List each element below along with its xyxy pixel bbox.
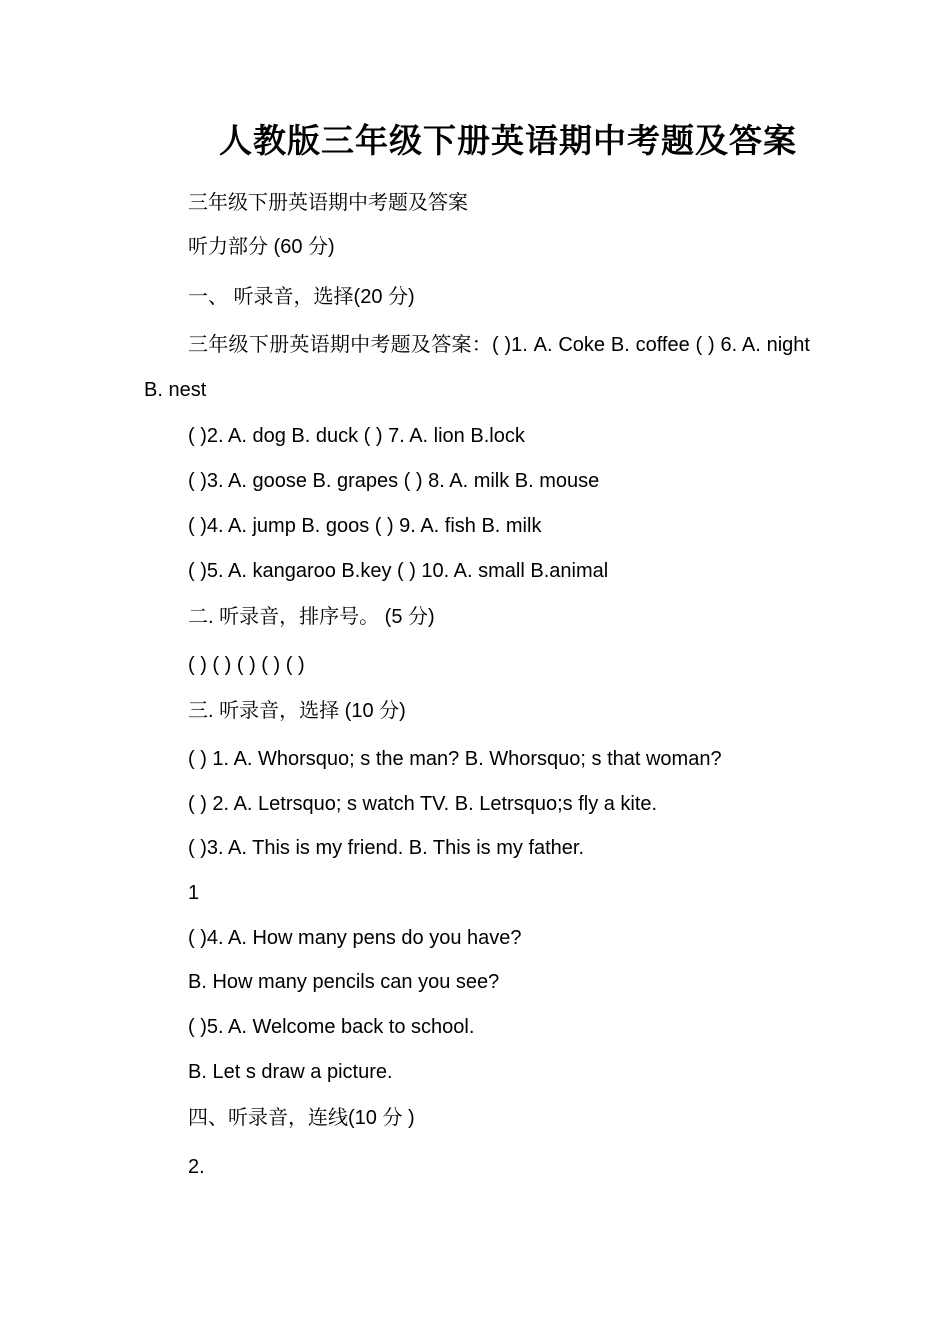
section-4-item: 2. <box>188 1156 205 1178</box>
page-number: 1 <box>188 882 200 904</box>
section-4-heading: 四、听录音，连线(10 分 ) <box>188 1107 415 1129</box>
section-3-item: B. How many pencils can you see? <box>188 971 500 993</box>
section-3-item: ( )3. A. This is my friend. B. This is my father. <box>188 837 585 859</box>
section-1-intro: 三年级下册英语期中考题及答案：( )1. A. Coke B. coffee ( ) 6. A. night B. nest <box>144 334 810 401</box>
section-3-item: ( ) 2. A. Letrsquo; s watch TV. B. Letrsquo;s fly a kite. <box>188 793 658 815</box>
section-3-heading: 三. 听录音，选择 (10 分) <box>188 700 406 722</box>
section-3-item: ( )5. A. Welcome back to school. <box>188 1016 475 1038</box>
section-3-item: ( )4. A. How many pens do you have? <box>188 927 522 949</box>
section-1-item: ( )5. A. kangaroo B.key ( ) 10. A. small B.animal <box>188 560 609 582</box>
section-3-item: ( ) 1. A. Whorsquo; s the man? B. Whorsquo; s that woman? <box>188 748 722 770</box>
section-1-item: ( )4. A. jump B. goos ( ) 9. A. fish B. milk <box>188 515 542 537</box>
section-1-item: ( )3. A. goose B. grapes ( ) 8. A. milk B. mouse <box>188 470 600 492</box>
section-3-item: B. Let s draw a picture. <box>188 1061 393 1083</box>
section-2-blanks: ( ) ( ) ( ) ( ) ( ) <box>188 654 305 676</box>
listening-part-heading: 听力部分 (60 分) <box>188 236 335 258</box>
section-2-heading: 二. 听录音，排序号。 (5 分) <box>188 606 435 628</box>
section-1-item: ( )2. A. dog B. duck ( ) 7. A. lion B.lock <box>188 425 525 447</box>
document-subtitle: 三年级下册英语期中考题及答案 <box>188 190 468 214</box>
document-title: 人教版三年级下册英语期中考题及答案 <box>219 121 797 160</box>
section-1-heading: 一、 听录音，选择(20 分) <box>188 286 415 308</box>
